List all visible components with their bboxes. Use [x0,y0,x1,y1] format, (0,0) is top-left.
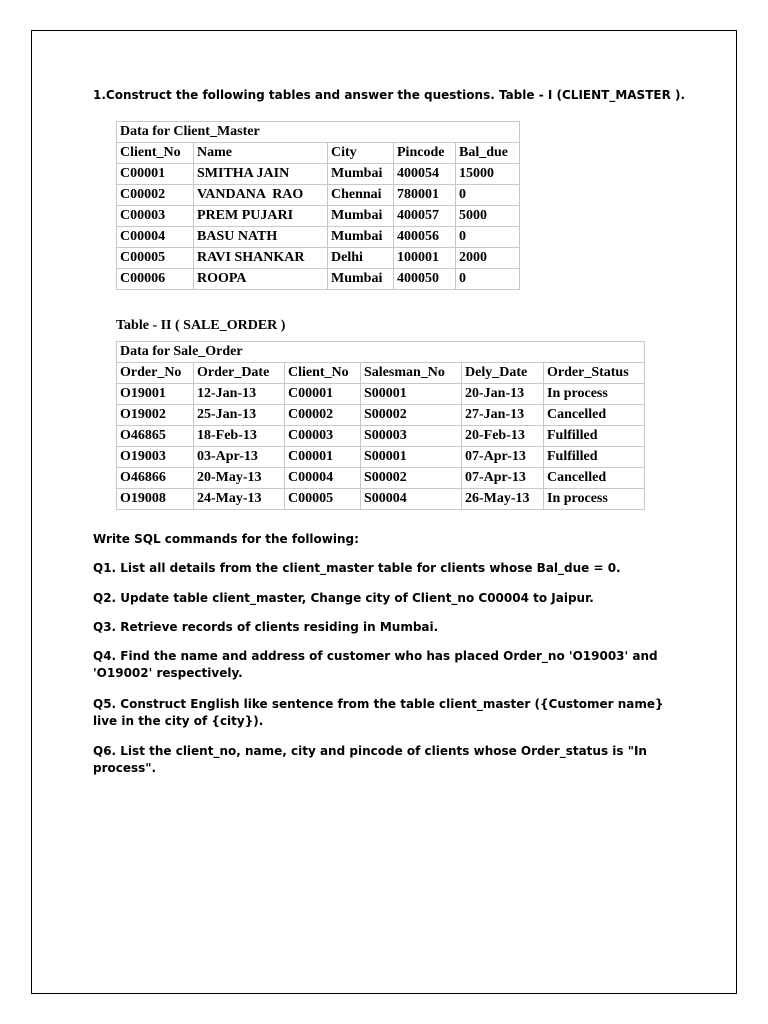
table-cell: 2000 [456,248,520,269]
table-cell: 0 [456,185,520,206]
sale-order-table [116,341,645,510]
table-cell: 780001 [394,185,456,206]
table-cell: O19003 [117,447,194,468]
table-cell: O19001 [117,384,194,405]
table-row [117,405,645,426]
table-cell: C00005 [285,489,361,510]
table-cell: O46866 [117,468,194,489]
table-cell: 18-Feb-13 [194,426,285,447]
table-header-row [117,363,645,384]
table-row [117,468,645,489]
column-header: Bal_due [456,143,520,164]
table-caption: Data for Client_Master [117,122,520,143]
table-cell: C00006 [117,269,194,290]
table-cell: O19008 [117,489,194,510]
table-caption: Data for Sale_Order [117,342,645,363]
table-cell: C00003 [117,206,194,227]
table-cell: Mumbai [328,164,394,185]
question-1: Q1. List all details from the client_master table for clients whose Bal_due = 0. [93,561,621,575]
column-header: Salesman_No [361,363,462,384]
table-cell: C00001 [117,164,194,185]
column-header: Order_Date [194,363,285,384]
table-cell: C00001 [285,447,361,468]
table-row [117,269,520,290]
column-header: Dely_Date [462,363,544,384]
column-header: City [328,143,394,164]
table-row [117,426,645,447]
column-header: Client_No [117,143,194,164]
table-cell: C00002 [285,405,361,426]
table-cell: 25-Jan-13 [194,405,285,426]
table-row [117,185,520,206]
table-cell: Fulfilled [544,426,645,447]
table-cell: Chennai [328,185,394,206]
table-cell: ROOPA [194,269,328,290]
table-caption-row [117,342,645,363]
table-cell: 20-Jan-13 [462,384,544,405]
table-row [117,489,645,510]
column-header: Pincode [394,143,456,164]
table-cell: 26-May-13 [462,489,544,510]
table-cell: O46865 [117,426,194,447]
table-cell: In process [544,384,645,405]
table-cell: C00001 [285,384,361,405]
table-row [117,384,645,405]
table-cell: Mumbai [328,227,394,248]
table2-title: Table - II ( SALE_ORDER ) [116,318,286,333]
question-5: Q5. Construct English like sentence from the table client_master ({Customer name} live in the city of {city}). [93,697,664,728]
table-cell: BASU NATH [194,227,328,248]
table-cell: Mumbai [328,206,394,227]
table-cell: Delhi [328,248,394,269]
column-header: Client_No [285,363,361,384]
question-2: Q2. Update table client_master, Change city of Client_no C00004 to Jaipur. [93,591,594,605]
sql-intro: Write SQL commands for the following: [93,532,359,546]
table-cell: S00002 [361,405,462,426]
table-caption-row [117,122,520,143]
table-cell: 07-Apr-13 [462,447,544,468]
table-cell: Cancelled [544,468,645,489]
table-cell: S00003 [361,426,462,447]
table-cell: C00002 [117,185,194,206]
table-cell: 5000 [456,206,520,227]
table-cell: Mumbai [328,269,394,290]
table-cell: VANDANA RAO [194,185,328,206]
table-cell: SMITHA JAIN [194,164,328,185]
client-master-table [116,121,520,290]
table-cell: 15000 [456,164,520,185]
table-cell: S00001 [361,384,462,405]
table-cell: Cancelled [544,405,645,426]
table-cell: 0 [456,269,520,290]
table-cell: S00002 [361,468,462,489]
table-cell: O19002 [117,405,194,426]
table-cell: In process [544,489,645,510]
table-cell: S00001 [361,447,462,468]
table-cell: 03-Apr-13 [194,447,285,468]
table-cell: C00005 [117,248,194,269]
table-row [117,248,520,269]
table-cell: 0 [456,227,520,248]
table-cell: 24-May-13 [194,489,285,510]
table-cell: 400054 [394,164,456,185]
table-row [117,447,645,468]
table-row [117,164,520,185]
table-cell: 100001 [394,248,456,269]
question-4: Q4. Find the name and address of customer who has placed Order_no 'O19003' and 'O19002' respectively. [93,649,658,680]
table-cell: C00004 [285,468,361,489]
table-cell: 12-Jan-13 [194,384,285,405]
table-row [117,227,520,248]
question-3: Q3. Retrieve records of clients residing in Mumbai. [93,620,439,634]
assignment-heading: 1.Construct the following tables and answer the questions. Table - I (CLIENT_MASTER ). [93,88,686,102]
table-cell: 27-Jan-13 [462,405,544,426]
table-row [117,206,520,227]
table-cell: 07-Apr-13 [462,468,544,489]
table-cell: 20-Feb-13 [462,426,544,447]
table-cell: RAVI SHANKAR [194,248,328,269]
table-cell: 20-May-13 [194,468,285,489]
table-cell: S00004 [361,489,462,510]
question-6: Q6. List the client_no, name, city and pincode of clients whose Order_status is "In process". [93,744,647,775]
table-cell: 400057 [394,206,456,227]
table-cell: Fulfilled [544,447,645,468]
table-header-row [117,143,520,164]
table-cell: 400050 [394,269,456,290]
column-header: Name [194,143,328,164]
table-cell: 400056 [394,227,456,248]
column-header: Order_Status [544,363,645,384]
column-header: Order_No [117,363,194,384]
table-cell: PREM PUJARI [194,206,328,227]
table-cell: C00003 [285,426,361,447]
table-cell: C00004 [117,227,194,248]
